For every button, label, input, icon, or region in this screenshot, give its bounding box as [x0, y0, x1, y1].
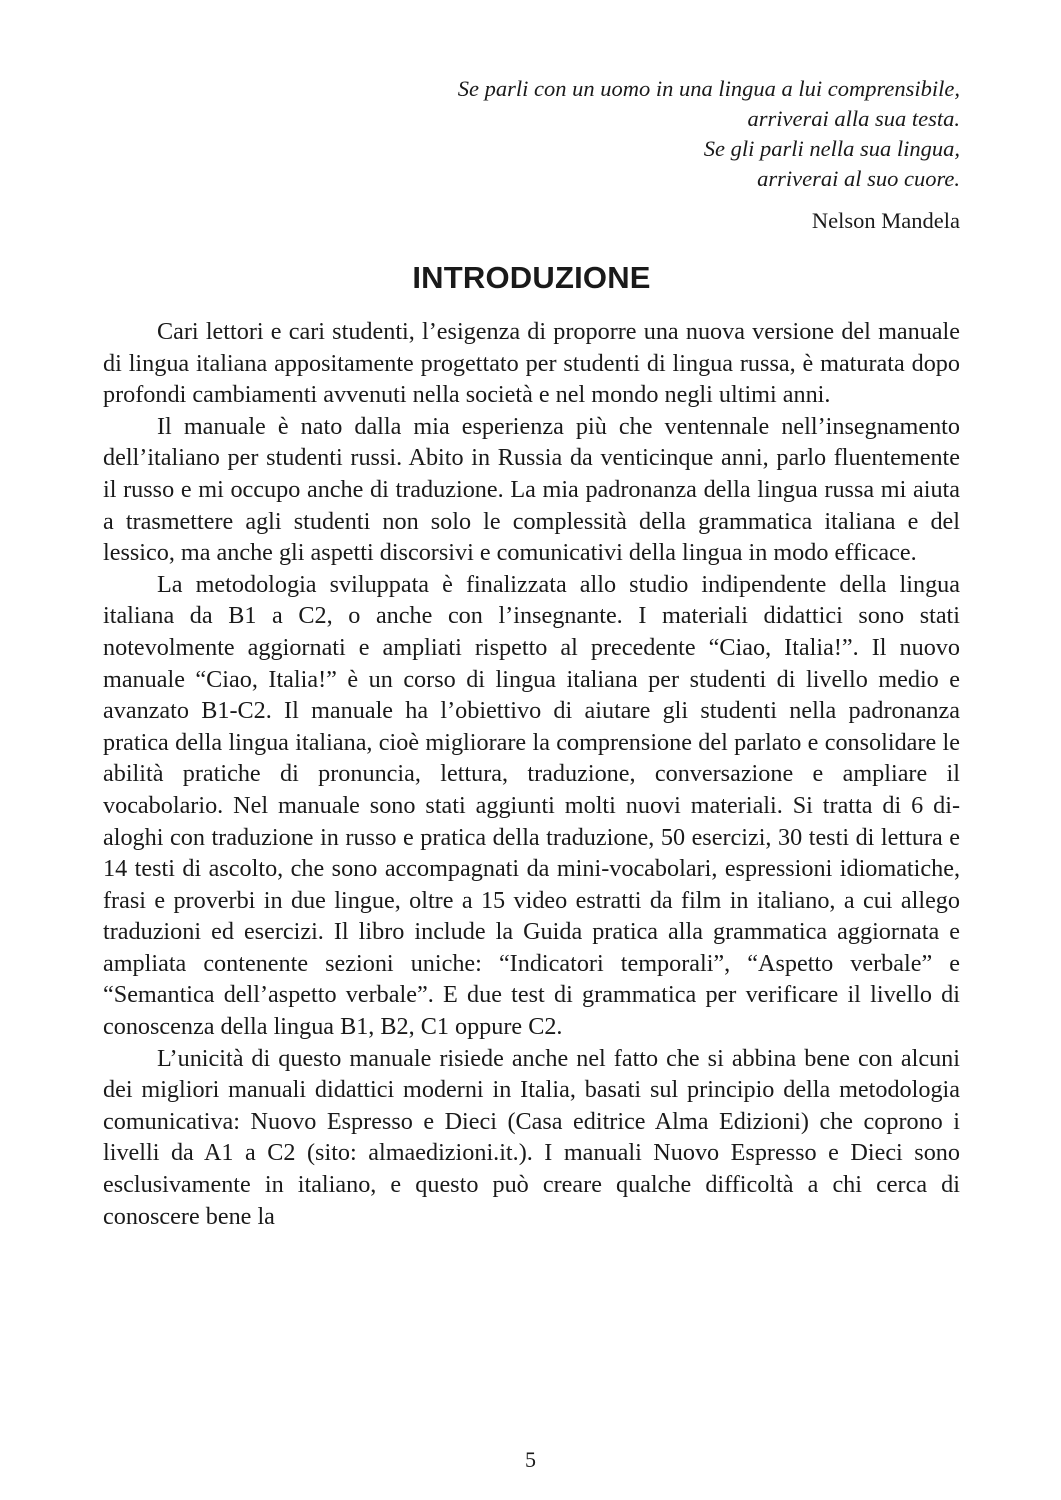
page-number: 5 — [525, 1447, 536, 1472]
epigraph-author: Nelson Mandela — [811, 208, 960, 233]
body-paragraph: La metodologia sviluppata è finalizzata allo studio indipendente della lingua italiana da B1 a C2, o anche con l’insegnante. I materiali didattici sono stati notevolmente aggiornati e ampliati rispetto al precedente “Ciao, Italia!”. Il nuovo manuale “Ciao, Italia!” è un corso di lingua italiana per studenti di livello medio e avanzato B1-C2. Il manuale ha l’obiettivo di aiutare gli studenti nella padronanza pratica della lingua italiana, cioè migliorare la comprensione del parlato e consolidare le abilità pratiche di pronuncia, lettura, traduzione, conversazione e ampliare il vocabolario. Nel manuale sono stati aggiunti molti nuovi materiali. Si tratta di 6 dialoghi con traduzione in russo e pratica della traduzione, 50 esercizi, 30 testi di lettura e 14 testi di ascolto, che sono accompagnati da mini-vocabolari, espressioni idiomatiche, frasi e proverbi in due lingue, oltre a 15 video estratti da film in italiano, a cui allego traduzioni ed esercizi. Il libro include la Guida pratica alla grammatica aggiornata e ampliata contenente sezioni uniche: “Indicatori temporali”, “Aspetto verbale” e “Semantica dell’aspetto verbale”. E due test di grammatica per verificare il livello di conoscenza della lingua B1, B2, C1 oppure C2. — [103, 570, 960, 1041]
epigraph-line: Se gli parli nella sua lingua, — [703, 136, 960, 161]
epigraph-line: arriverai al suo cuore. — [757, 166, 960, 191]
page-title: INTRODUZIONE — [412, 260, 651, 295]
body-paragraph: Il manuale è nato dalla mia esperienza più che ventennale nell’insegnamento dell’italiano per studenti russi. Abito in Russia da venticinque anni, parlo fluentemente il russo e mi occupo anche di traduzione. La mia padronanza della lingua russa mi aiuta a trasmettere agli studenti non solo le complessità della grammatica italiana e del lessico, ma anche gli aspetti discorsivi e comunicativi della lingua in modo efficace. — [103, 412, 960, 567]
epigraph — [103, 74, 960, 194]
epigraph-line: Se parli con un uomo in una lingua a lui comprensibile, — [457, 76, 960, 101]
epigraph-line: arriverai alla sua testa. — [747, 106, 960, 131]
body-paragraph: Cari lettori e cari studenti, l’esigenza di proporre una nuova versione del manuale di lingua italiana appositamente progettato per studenti di lingua russa, è maturata dopo profondi cambiamenti avvenuti nella società e nel mondo negli ultimi anni. — [103, 318, 960, 409]
body-paragraph: L’unicità di questo manuale risiede anche nel fatto che si abbina bene con alcuni dei migliori manuali didattici moderni in Italia, basati sul principio della metodologia comunicativa: Nuovo Espresso e Dieci (Casa editrice Alma Edizioni) che coprono i livelli da A1 a C2 (sito: almaedizioni.it.). I manuali Nuovo Espresso e Dieci sono esclusivamente in italiano, e questo può creare qualche difficoltà a chi cerca di conoscere bene la — [103, 1044, 960, 1230]
page-content — [103, 74, 960, 1232]
